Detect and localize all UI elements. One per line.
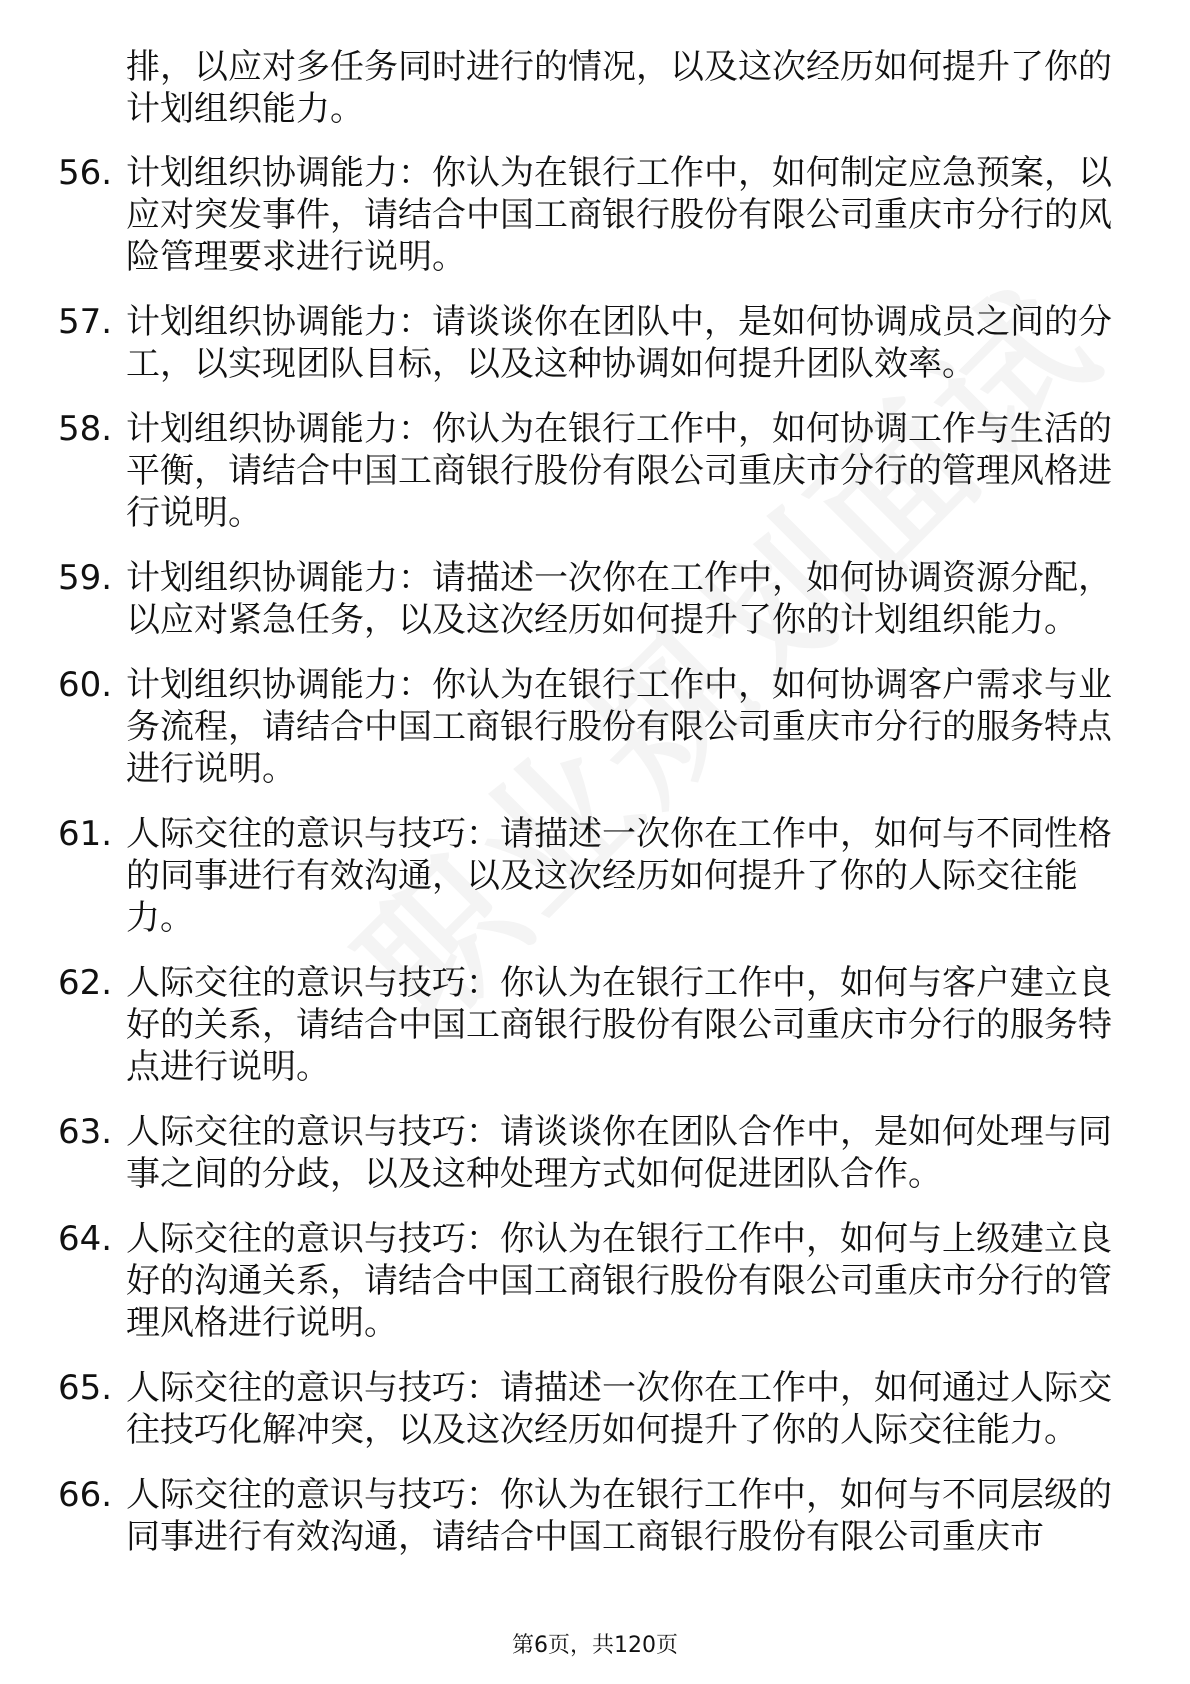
- list-item: [58, 152, 1118, 278]
- page-footer: 第6页，共120页: [512, 1633, 678, 1658]
- list-item: [58, 1218, 1118, 1344]
- item-text: 人际交往的意识与技巧：请描述一次你在工作中，如何与不同性格的同事进行有效沟通，以及这次经历如何提升了你的人际交往能力。: [126, 814, 1112, 938]
- item-number: 57.: [58, 302, 113, 342]
- item-text: 计划组织协调能力：请描述一次你在工作中，如何协调资源分配，以应对紧急任务，以及这次经历如何提升了你的计划组织能力。: [126, 558, 1112, 640]
- item-text: 计划组织协调能力：你认为在银行工作中，如何协调工作与生活的平衡，请结合中国工商银行股份有限公司重庆市分行的管理风格进行说明。: [126, 409, 1112, 533]
- item-number: 58.: [58, 409, 113, 449]
- item-number: 59.: [58, 558, 113, 598]
- list-item: [58, 962, 1118, 1088]
- item-number: 64.: [58, 1219, 113, 1259]
- list-item: [58, 1111, 1118, 1195]
- list-item: [58, 557, 1118, 641]
- continuation-text: 排，以应对多任务同时进行的情况，以及这次经历如何提升了你的计划组织能力。: [126, 47, 1112, 129]
- item-text: 人际交往的意识与技巧：你认为在银行工作中，如何与上级建立良好的沟通关系，请结合中国工商银行股份有限公司重庆市分行的管理风格进行说明。: [126, 1219, 1112, 1343]
- item-number: 60.: [58, 665, 113, 705]
- item-number: 66.: [58, 1475, 113, 1515]
- item-number: 63.: [58, 1112, 113, 1152]
- item-number: 61.: [58, 814, 113, 854]
- question-list: [58, 152, 1118, 1558]
- item-number: 65.: [58, 1368, 113, 1408]
- item-number: 62.: [58, 963, 113, 1003]
- item-text: 人际交往的意识与技巧：请描述一次你在工作中，如何通过人际交往技巧化解冲突，以及这次经历如何提升了你的人际交往能力。: [126, 1368, 1112, 1450]
- item-text: 人际交往的意识与技巧：请谈谈你在团队合作中，是如何处理与同事之间的分歧，以及这种处理方式如何促进团队合作。: [126, 1112, 1112, 1194]
- list-item: [58, 1367, 1118, 1451]
- list-item: [58, 1474, 1118, 1558]
- list-item: [58, 408, 1118, 534]
- item-number: 56.: [58, 153, 113, 193]
- page-content: [58, 46, 1118, 1581]
- item-text: 计划组织协调能力：请谈谈你在团队中，是如何协调成员之间的分工，以实现团队目标，以及这种协调如何提升团队效率。: [126, 302, 1112, 384]
- item-text: 计划组织协调能力：你认为在银行工作中，如何协调客户需求与业务流程，请结合中国工商银行股份有限公司重庆市分行的服务特点进行说明。: [126, 665, 1112, 789]
- item-text: 人际交往的意识与技巧：你认为在银行工作中，如何与客户建立良好的关系，请结合中国工商银行股份有限公司重庆市分行的服务特点进行说明。: [126, 963, 1112, 1087]
- list-item: [58, 664, 1118, 790]
- list-item: [58, 301, 1118, 385]
- item-text: 人际交往的意识与技巧：你认为在银行工作中，如何与不同层级的同事进行有效沟通，请结合中国工商银行股份有限公司重庆市: [126, 1475, 1112, 1557]
- list-item: [58, 813, 1118, 939]
- item-text: 计划组织协调能力：你认为在银行工作中，如何制定应急预案，以应对突发事件，请结合中国工商银行股份有限公司重庆市分行的风险管理要求进行说明。: [126, 153, 1112, 277]
